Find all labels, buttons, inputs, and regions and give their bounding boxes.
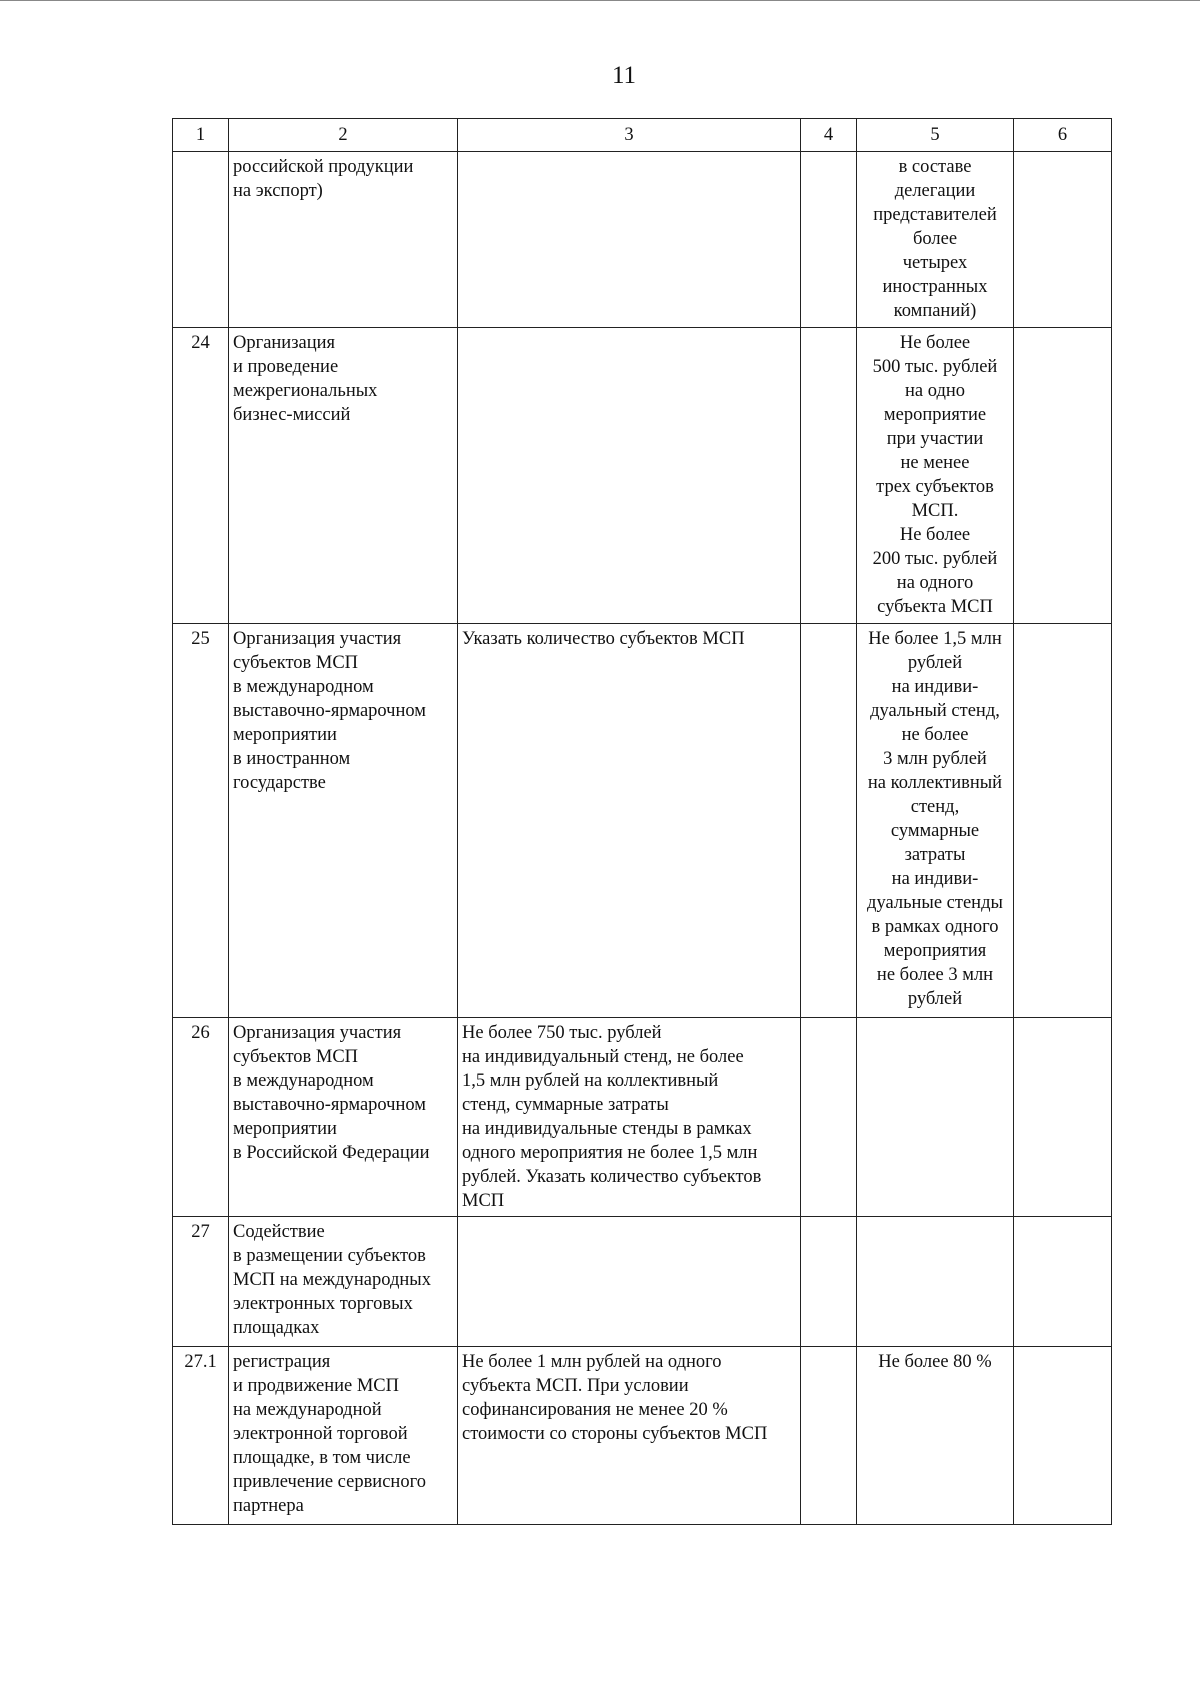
col6-cell (1014, 1018, 1112, 1217)
limit-text: в составе делегации представителей более четырех иностранных компаний) (857, 152, 1014, 328)
col4-cell (801, 624, 857, 1018)
col6-cell (1014, 624, 1112, 1018)
limit-text: Не более 80 % (857, 1347, 1014, 1525)
col6-cell (1014, 1217, 1112, 1347)
header-col-1: 1 (173, 119, 229, 152)
condition-text: Не более 750 тыс. рублей на индивидуальный стенд, не более 1,5 млн рублей на коллективный стенд, суммарные затраты на индивидуальные стенды в рамках одного мероприятия не более 1,5 млн рублей. Указать количество субъектов МСП (458, 1018, 801, 1217)
col4-cell (801, 1217, 857, 1347)
condition-text: Указать количество субъектов МСП (458, 624, 801, 1018)
row-number: 25 (173, 624, 229, 1018)
table-row (173, 624, 1112, 1018)
condition-text: Не более 1 млн рублей на одного субъекта МСП. При условии софинансирования не менее 20 % стоимости со стороны субъектов МСП (458, 1347, 801, 1525)
table-row (173, 1217, 1112, 1347)
row-number: 24 (173, 328, 229, 624)
header-col-3: 3 (458, 119, 801, 152)
table-row (173, 328, 1112, 624)
measure-name: Организация и проведение межрегиональных бизнес-миссий (229, 328, 458, 624)
table-row (173, 152, 1112, 328)
header-row (173, 119, 1112, 152)
col6-cell (1014, 1347, 1112, 1525)
limit-text: Не более 500 тыс. рублей на одно мероприятие при участии не менее трех субъектов МСП. Не более 200 тыс. рублей на одного субъекта МСП (857, 328, 1014, 624)
col4-cell (801, 1347, 857, 1525)
table-row (173, 1347, 1112, 1525)
measure-name: российской продукции на экспорт) (229, 152, 458, 328)
scan-edge (0, 0, 1200, 1)
header-col-2: 2 (229, 119, 458, 152)
header-col-4: 4 (801, 119, 857, 152)
condition-text (458, 328, 801, 624)
col6-cell (1014, 152, 1112, 328)
header-col-6: 6 (1014, 119, 1112, 152)
measure-name: регистрация и продвижение МСП на международной электронной торговой площадке, в том числе привлечение сервисного партнера (229, 1347, 458, 1525)
col4-cell (801, 152, 857, 328)
table-row (173, 1018, 1112, 1217)
row-number: 27.1 (173, 1347, 229, 1525)
row-number (173, 152, 229, 328)
row-number: 27 (173, 1217, 229, 1347)
document-table (172, 118, 1112, 1525)
col6-cell (1014, 328, 1112, 624)
measure-name: Содействие в размещении субъектов МСП на международных электронных торговых площадках (229, 1217, 458, 1347)
limit-text (857, 1217, 1014, 1347)
col4-cell (801, 328, 857, 624)
limit-text (857, 1018, 1014, 1217)
row-number: 26 (173, 1018, 229, 1217)
header-col-5: 5 (857, 119, 1014, 152)
measure-name: Организация участия субъектов МСП в международном выставочно-ярмарочном мероприятии в Российской Федерации (229, 1018, 458, 1217)
limit-text: Не более 1,5 млн рублей на индиви- дуальный стенд, не более 3 млн рублей на коллективный стенд, суммарные затраты на индиви- дуальные стенды в рамках одного мероприятия не более 3 млн рублей (857, 624, 1014, 1018)
condition-text (458, 1217, 801, 1347)
condition-text (458, 152, 801, 328)
page-number: 11 (611, 62, 637, 89)
col4-cell (801, 1018, 857, 1217)
measure-name: Организация участия субъектов МСП в международном выставочно-ярмарочном мероприятии в иностранном государстве (229, 624, 458, 1018)
